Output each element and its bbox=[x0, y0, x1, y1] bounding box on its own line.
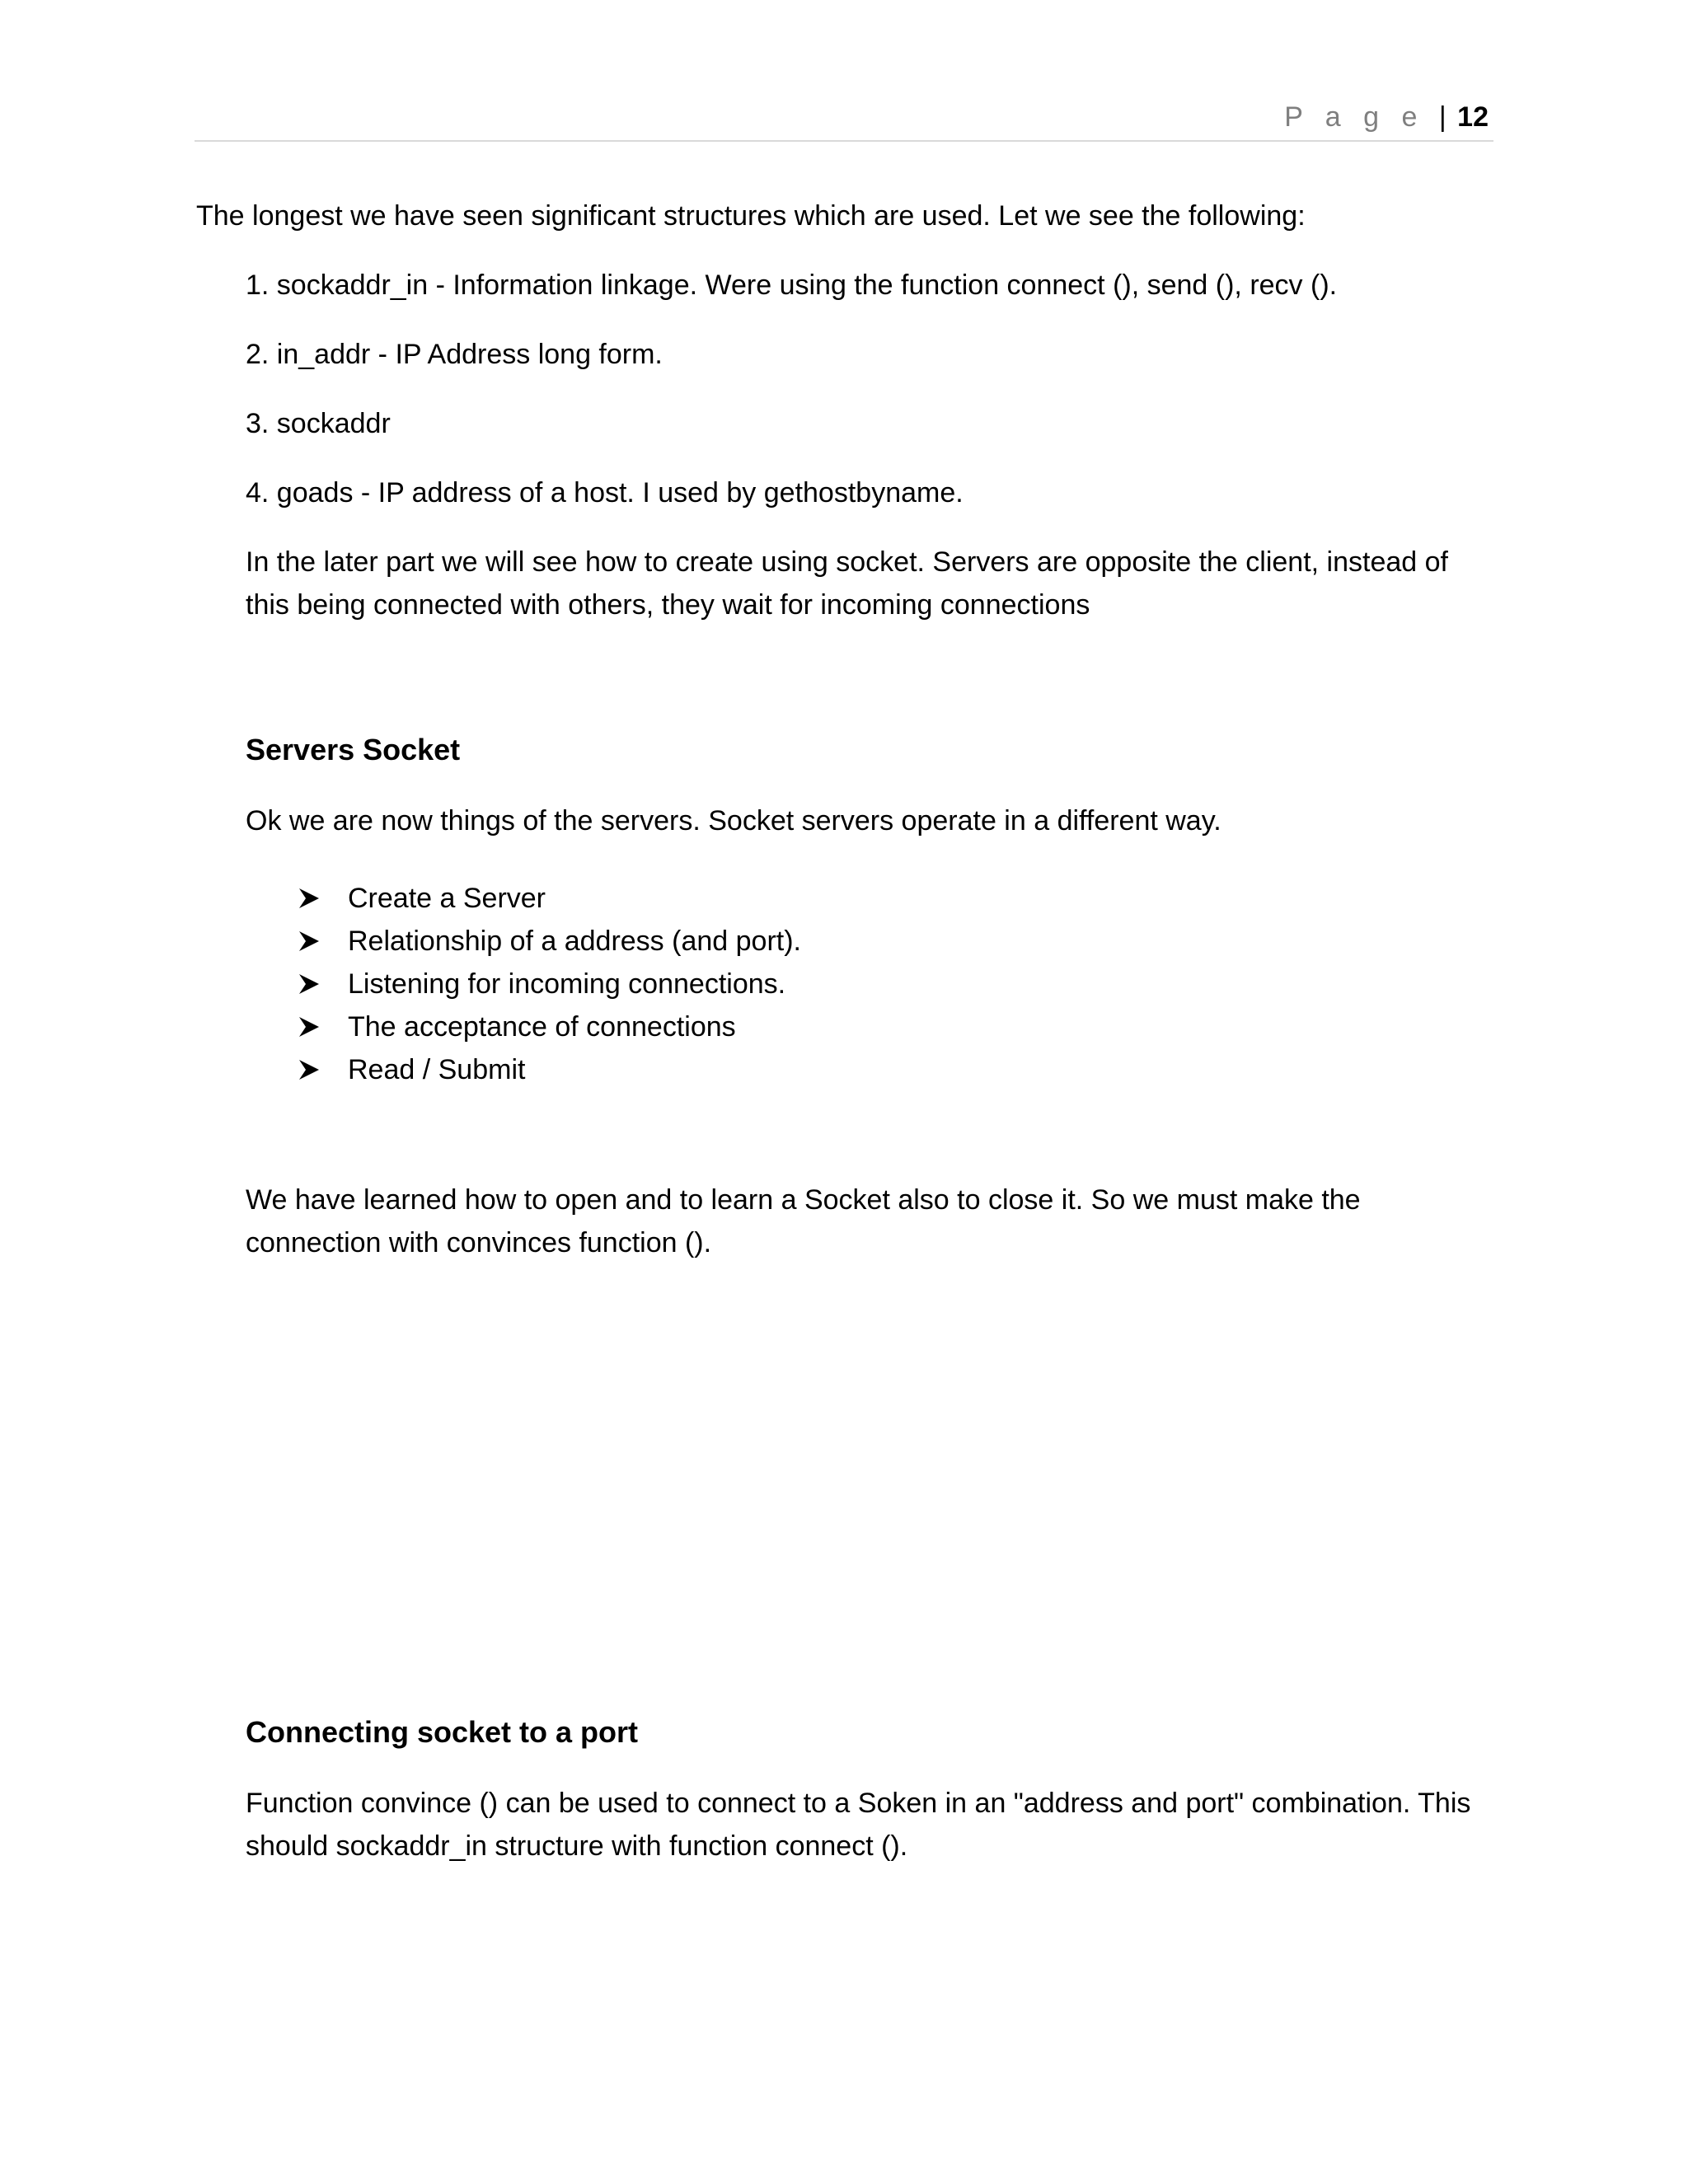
list-item-label: Create a Server bbox=[348, 883, 546, 914]
arrow-bullet-icon bbox=[297, 1005, 330, 1048]
arrow-bullet-icon bbox=[297, 920, 330, 963]
numbered-item-2: 2. in_addr - IP Address long form. bbox=[246, 339, 663, 370]
page-separator: | bbox=[1438, 101, 1447, 133]
intro-paragraph: The longest we have seen significant structures which are used. Let we see the following: bbox=[196, 200, 1306, 232]
servers-socket-heading: Servers Socket bbox=[246, 733, 461, 766]
list-item-label: Read / Submit bbox=[348, 1054, 526, 1085]
arrow-bullet-icon bbox=[297, 963, 330, 1005]
arrow-bullet-icon bbox=[297, 1048, 330, 1091]
list-item-label: The acceptance of connections bbox=[348, 1011, 736, 1043]
connecting-paragraph: Function convince () can be used to connect to a Soken in an "address and port" combination. This should sockaddr_in structure with function connect (). bbox=[246, 1788, 1471, 1862]
page-number-indicator bbox=[1284, 101, 1489, 134]
numbered-item-3: 3. sockaddr bbox=[246, 408, 391, 439]
numbered-item-1: 1. sockaddr_in - Information linkage. Were using the function connect (), send (), recv (). bbox=[246, 269, 1338, 301]
arrow-bullet-icon bbox=[297, 877, 330, 920]
closing-paragraph: We have learned how to open and to learn a Socket also to close it. So we must make the connection with convinces function (). bbox=[246, 1184, 1361, 1258]
list-item-label: Relationship of a address (and port). bbox=[348, 926, 801, 957]
list-item-label: Listening for incoming connections. bbox=[348, 968, 786, 1000]
page-number: 12 bbox=[1457, 101, 1489, 133]
page-header bbox=[195, 97, 1493, 142]
numbered-item-4: 4. goads - IP address of a host. I used by gethostbyname. bbox=[246, 477, 964, 509]
later-paragraph: In the later part we will see how to create using socket. Servers are opposite the client, instead of this being connected with others, they wait for incoming connections bbox=[246, 546, 1448, 621]
connecting-socket-heading: Connecting socket to a port bbox=[246, 1715, 639, 1749]
page-label: P a g e bbox=[1284, 101, 1425, 133]
servers-intro-paragraph: Ok we are now things of the servers. Socket servers operate in a different way. bbox=[246, 805, 1221, 837]
